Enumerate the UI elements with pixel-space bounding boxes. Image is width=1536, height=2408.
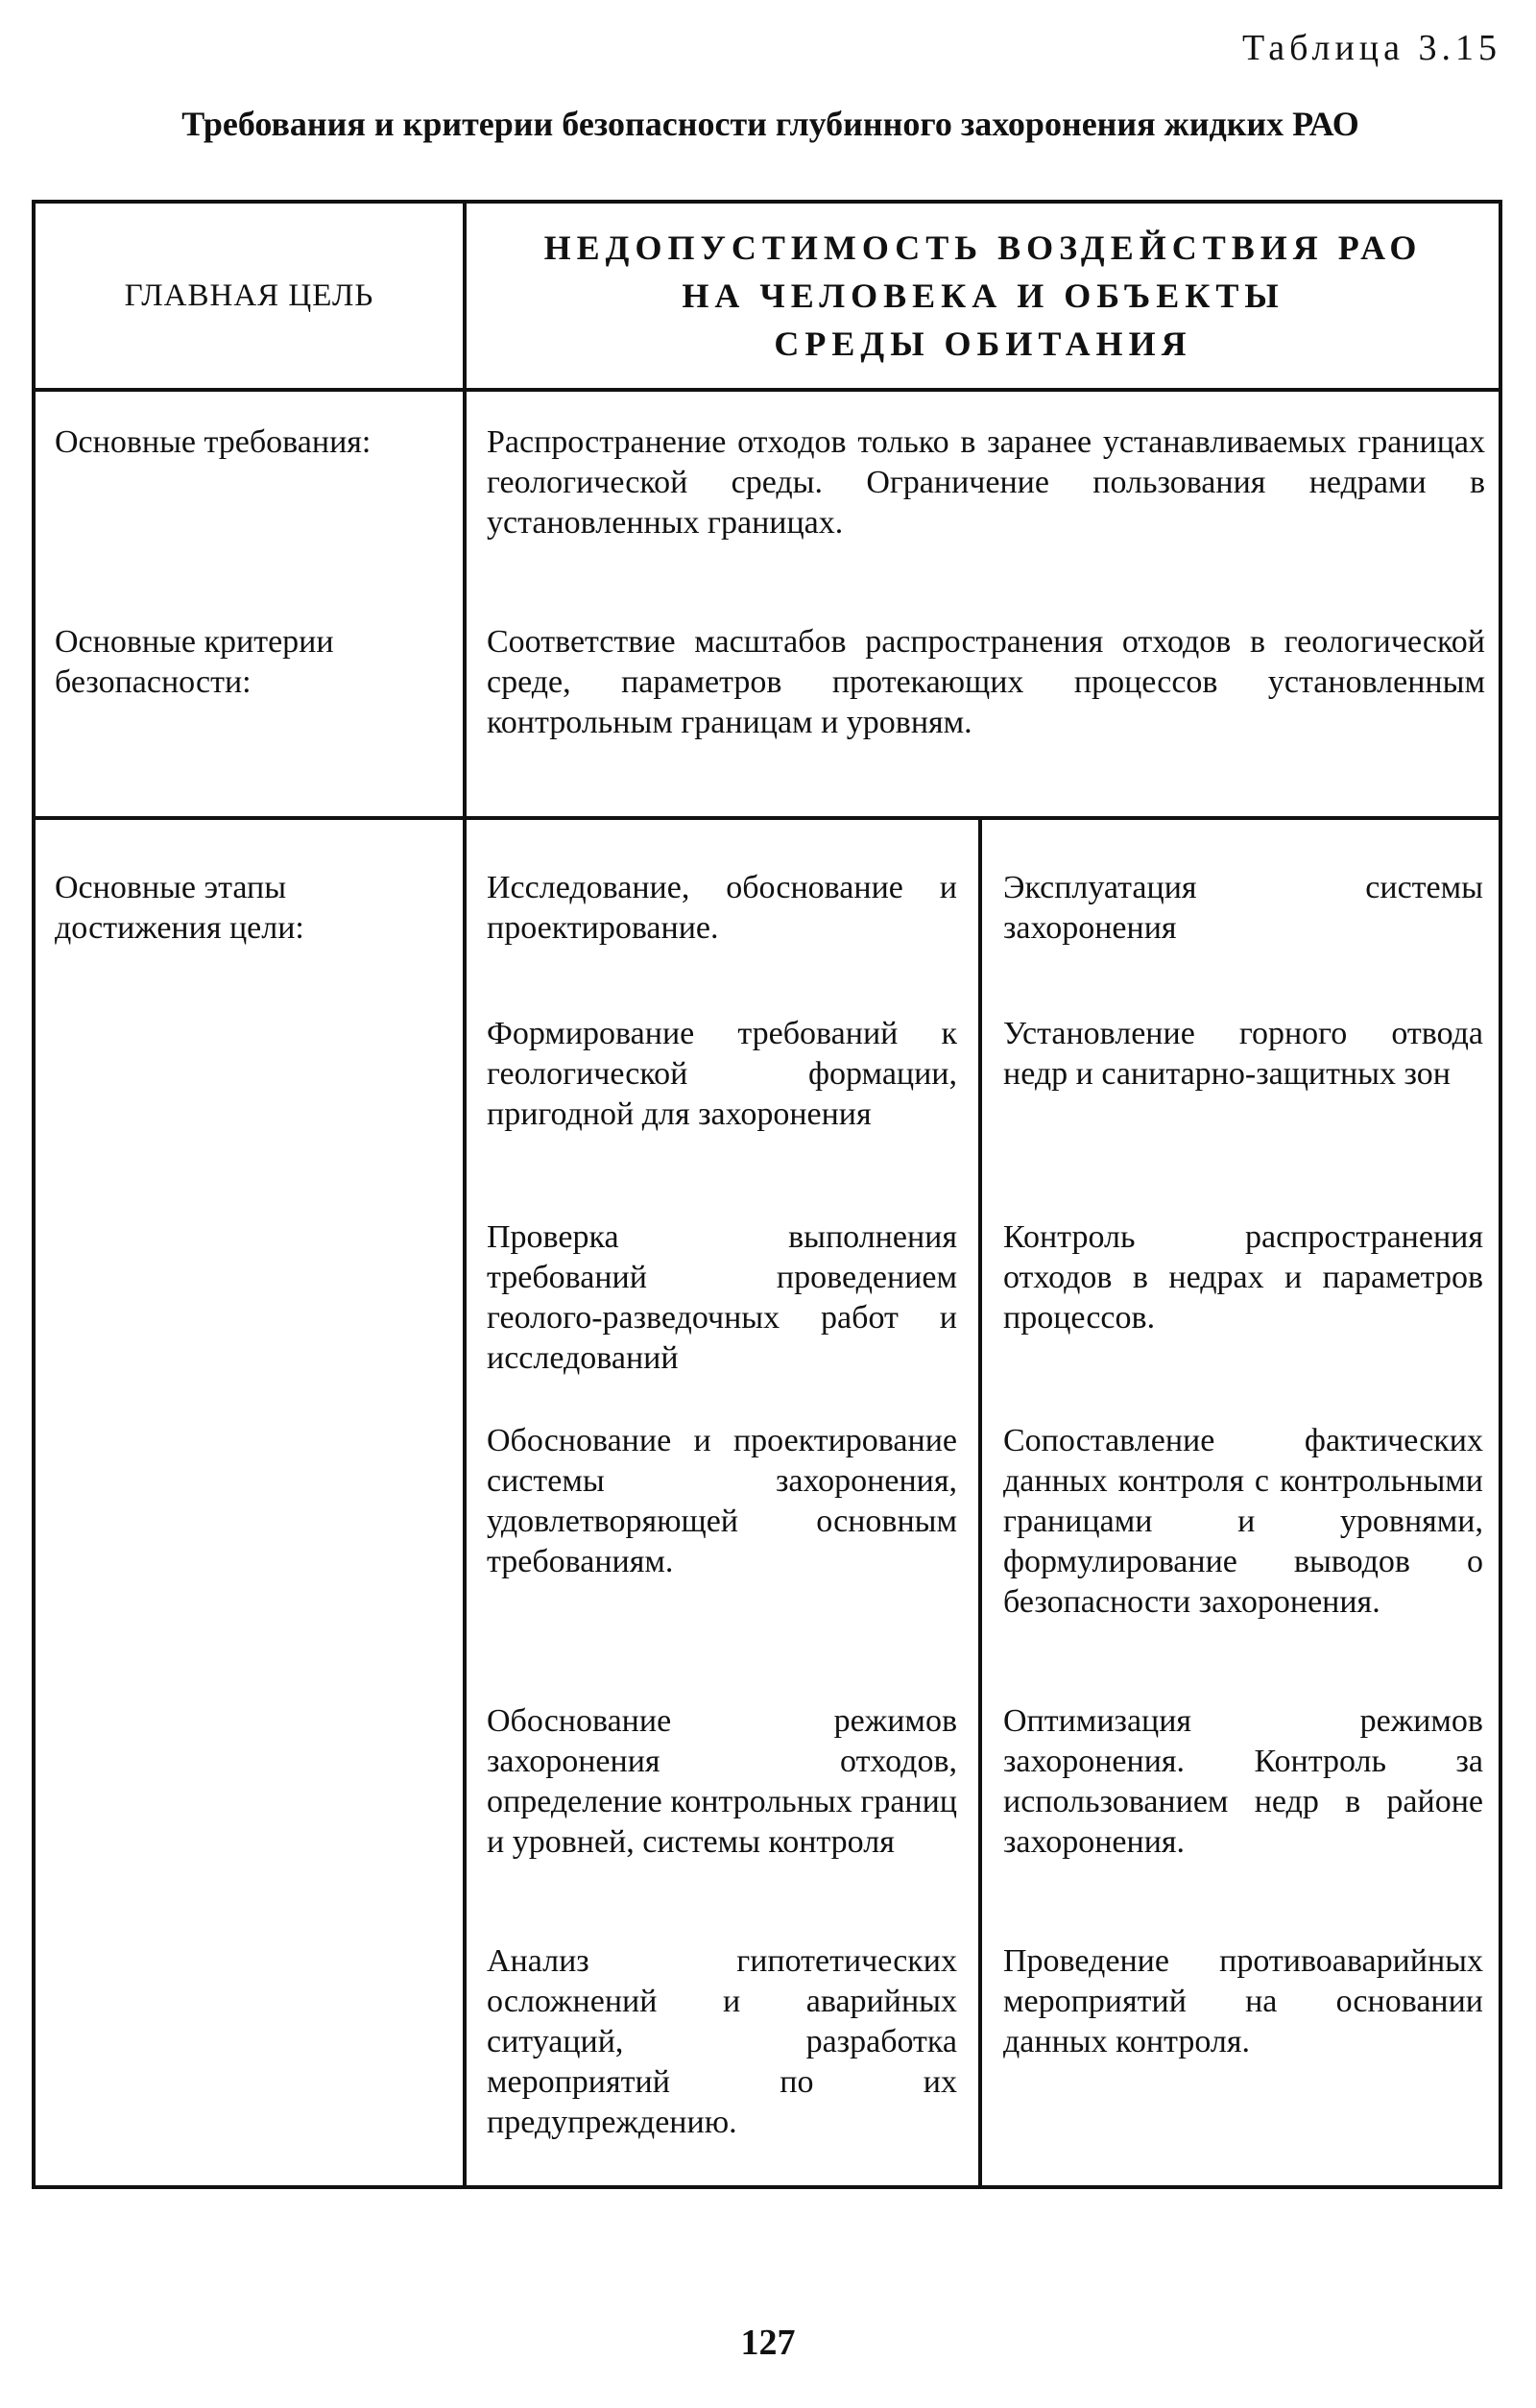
page-number: 127 [740,2323,796,2363]
requirements-table [32,200,1502,2189]
stage-right-2: Установление горного отвода недр и санитарно-защитных зон [1003,1016,1483,1092]
stage-left-3: Проверка выполнения требований проведением геолого-разведочных работ и исследований [487,1219,957,1376]
header-goal-statement [468,204,1499,388]
stage-right-1: Эксплуатация системы захоронения [1003,870,1483,946]
criteria-label: Основные критерии безопасности: [55,624,334,700]
header-main-goal: ГЛАВНАЯ ЦЕЛЬ [124,277,374,313]
header-goal-line-2: НА ЧЕЛОВЕКА И ОБЪЕКТЫ [682,277,1284,315]
requirements-text: Распространение отходов только в заранее устанавливаемых границах геологической среды. Ограничение пользования недрами в установленных границах. [487,424,1485,541]
stage-left-6: Анализ гипотетических осложнений и аварийных ситуаций, разработка мероприятий по их предупреждению. [487,1943,957,2140]
stage-right-3: Контроль распространения отходов в недрах и параметров процессов. [1003,1219,1483,1336]
column-divider-main [463,204,467,2185]
requirements-label: Основные требования: [55,424,372,460]
header-goal-line-1: НЕДОПУСТИМОСТЬ ВОЗДЕЙСТВИЯ РАО [543,229,1423,267]
stage-left-2: Формирование требований к геологической формации, пригодной для захоронения [487,1016,957,1132]
stage-left-5: Обоснование режимов захоронения отходов, определение контрольных границ и уровней, системы контроля [487,1703,957,1860]
stages-divider [36,816,1499,820]
stage-right-4: Сопоставление фактических данных контроля с контрольными границами и уровнями, формулирование выводов о безопасности захоронения. [1003,1423,1483,1620]
header-goal-line-3: СРЕДЫ ОБИТАНИЯ [774,325,1192,363]
table-title: Требования и критерии безопасности глубинного захоронения жидких РАО [181,105,1359,143]
header-divider [36,388,1499,392]
column-divider-stages [978,820,982,2185]
stage-right-5: Оптимизация режимов захоронения. Контроль за использованием недр в районе захоронения. [1003,1703,1483,1860]
table-number: Таблица 3.15 [1241,28,1501,68]
stage-left-1: Исследование, обоснование и проектирование. [487,870,957,946]
stages-label: Основные этапы достижения цели: [55,870,304,946]
stage-left-4: Обоснование и проектирование системы захоронения, удовлетворяющей основным требованиям. [487,1423,957,1579]
criteria-text: Соответствие масштабов распространения отходов в геологической среде, параметров протекающих процессов установленным контрольным границам и уровням. [487,624,1485,740]
stage-right-6: Проведение противоаварийных мероприятий на основании данных контроля. [1003,1943,1483,2059]
